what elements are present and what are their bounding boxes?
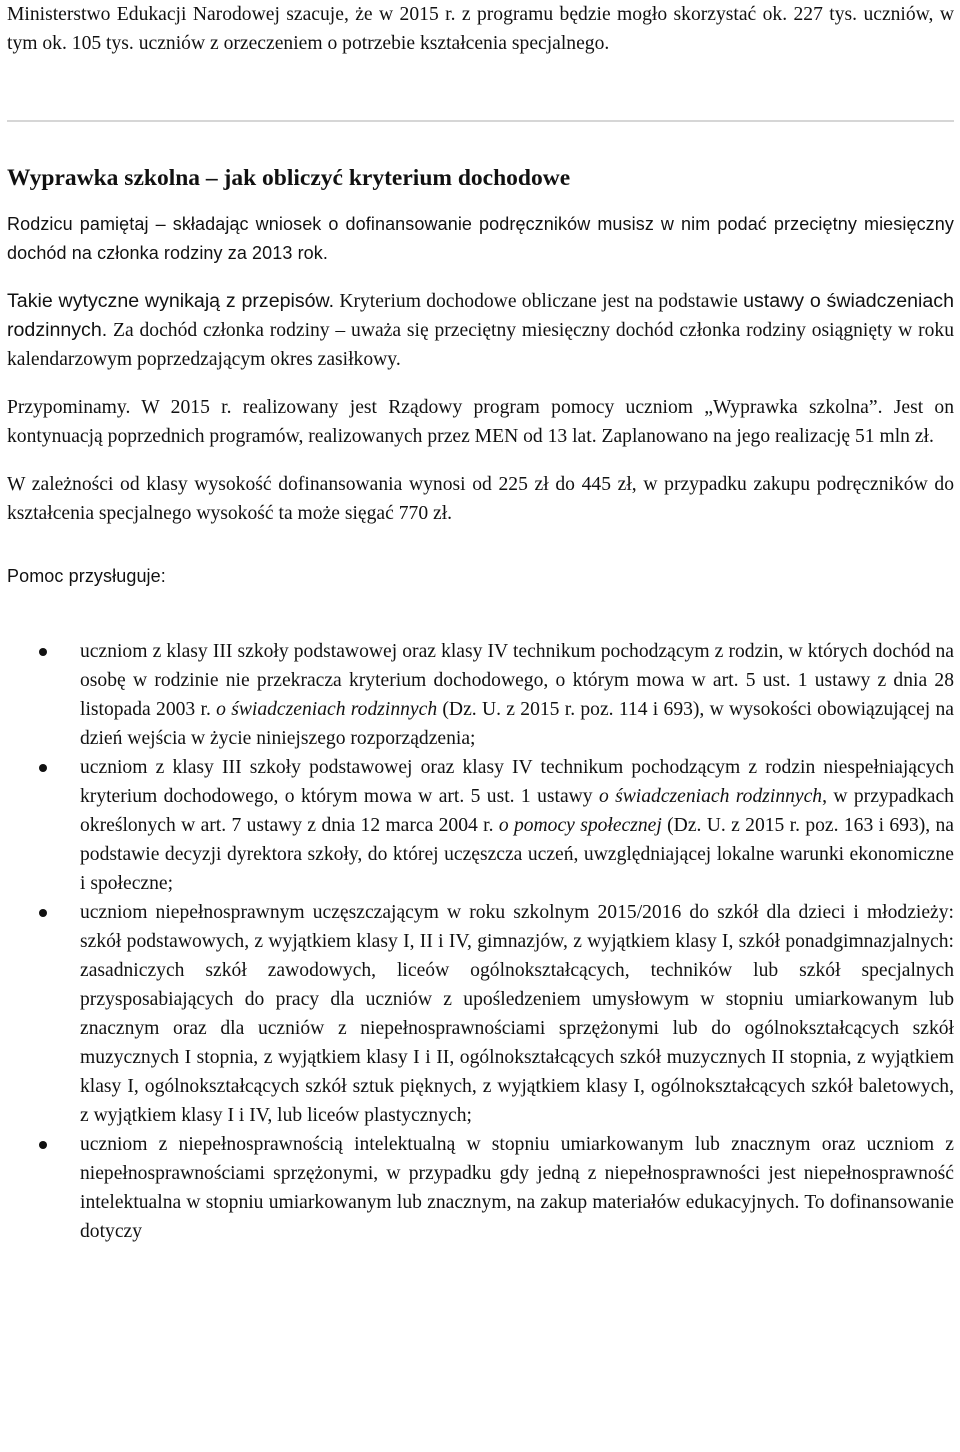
income-definition-text: Za dochód członka rodziny – uważa się przeciętny miesięczny dochód członka rodziny osiągnięty w roku kalendarzowym poprzedzającym okres zasiłkowy. [7, 320, 954, 370]
list-item-text: uczniom z niepełnosprawnością intelektualną w stopniu umiarkowanym lub znacznym oraz uczniom z niepełnosprawnościami sprzężonymi, w przypadku gdy jedną z niepełnosprawności jest niepełnosprawność intelektualna w stopniu umiarkowanym lub znacznym, na zakup materiałów edukacyjnych. To dofinansowanie dotyczy [80, 1134, 954, 1242]
list-item-text: , w przypadkach określonych w art. 7 ustawy z dnia 12 marca 2004 r. [80, 786, 954, 836]
list-item [7, 1130, 954, 1246]
income-criterion-paragraph [7, 287, 954, 374]
bullet-icon [39, 909, 47, 917]
list-item-text: (Dz. U. z 2015 r. poz. 114 i 693), w wysokości obowiązującej na dzień wejścia w życie niniejszego rozporządzenia; [80, 699, 954, 749]
reminder-paragraph: Rodzicu pamiętaj – składając wniosek o dofinansowanie podręczników musisz w nim podać przeciętny miesięczny dochód na członka rodziny za 2013 rok. [7, 214, 954, 263]
list-item-text: uczniom z klasy III szkoły podstawowej oraz klasy IV technikum pochodzącym z rodzin niespełniających kryterium dochodowego, o którym mowa w art. 5 ust. 1 ustawy [80, 757, 954, 807]
section-divider [7, 120, 954, 122]
act-reference-text: ustawy o świadczeniach rodzinnych. [7, 290, 954, 341]
act-title-italic: o świadczeniach rodzinnych [216, 699, 438, 720]
list-item-text: uczniom niepełnosprawnym uczęszczającym w roku szkolnym 2015/2016 do szkół dla dzieci i młodzieży: szkół podstawowych, z wyjątkiem klasy I, II i IV, gimnazjów, z wyjątkiem klasy I, szkół ponadgimnazjalnych: zasadniczych szkół zawodowych, liceów ogólnokształcących, techników lub szkół specjalnych przysposabiających do pracy dla uczniów z upośledzeniem umysłowym w stopniu umiarkowanym lub znacznym oraz dla uczniów z niepełnosprawnościami sprzężonymi lub do ogólnokształcących szkół muzycznych I stopnia, z wyjątkiem klasy I i II, ogólnokształcących szkół muzycznych II stopnia, z wyjątkiem klasy I, ogólnokształcących szkół sztuk pięknych, z wyjątkiem klasy I, ogólnokształcących szkół baletowych, z wyjątkiem klasy I i IV, lub liceów plastycznych; [80, 902, 954, 1126]
bullet-icon [39, 764, 47, 772]
eligibility-list [7, 637, 954, 1246]
act-title-italic: o świadczeniach rodzinnych [598, 786, 823, 807]
list-item [7, 898, 954, 1130]
funding-amount-paragraph: W zależności od klasy wysokość dofinansowania wynosi od 225 zł do 445 zł, w przypadku zakupu podręczników do kształcenia specjalnego wysokość ta może sięgać 770 zł. [7, 474, 954, 524]
document-page [7, 0, 954, 1246]
bullet-icon [39, 1141, 47, 1149]
list-item-text: (Dz. U. z 2015 r. poz. 163 i 693), na podstawie decyzji dyrektora szkoły, do której uczęszcza uczeń, uwzględniającej lokalne warunki ekonomiczne i społeczne; [80, 815, 954, 894]
act-title-italic: o pomocy społecznej [498, 815, 662, 836]
criterion-text: Kryterium dochodowe obliczane jest na podstawie [334, 291, 744, 312]
list-item [7, 753, 954, 898]
intro-paragraph: Ministerstwo Edukacji Narodowej szacuje, że w 2015 r. z programu będzie mogło skorzystać ok. 227 tys. uczniów, w tym ok. 105 tys. uczniów z orzeczeniem o potrzebie kształcenia specjalnego. [7, 4, 954, 54]
bullet-icon [39, 648, 47, 656]
program-reminder-paragraph: Przypominamy. W 2015 r. realizowany jest Rządowy program pomocy uczniom „Wyprawka szkolna”. Jest on kontynuacją poprzednich programów, realizowanych przez MEN od 13 lat. Zaplanowano na jego realizację 51 mln zł. [7, 397, 954, 447]
guidelines-text: Takie wytyczne wynikają z przepisów. [7, 290, 335, 312]
section-heading: Wyprawka szkolna – jak obliczyć kryterium dochodowe [7, 165, 571, 191]
help-available-label: Pomoc przysługuje: [7, 566, 166, 586]
list-item-text: uczniom z klasy III szkoły podstawowej oraz klasy IV technikum pochodzącym z rodzin, w których dochód na osobę w rodzinie nie przekracza kryterium dochodowego, o którym mowa w art. 5 ust. 1 ustawy z dnia 28 listopada 2003 r. [80, 641, 954, 720]
list-item [7, 637, 954, 753]
